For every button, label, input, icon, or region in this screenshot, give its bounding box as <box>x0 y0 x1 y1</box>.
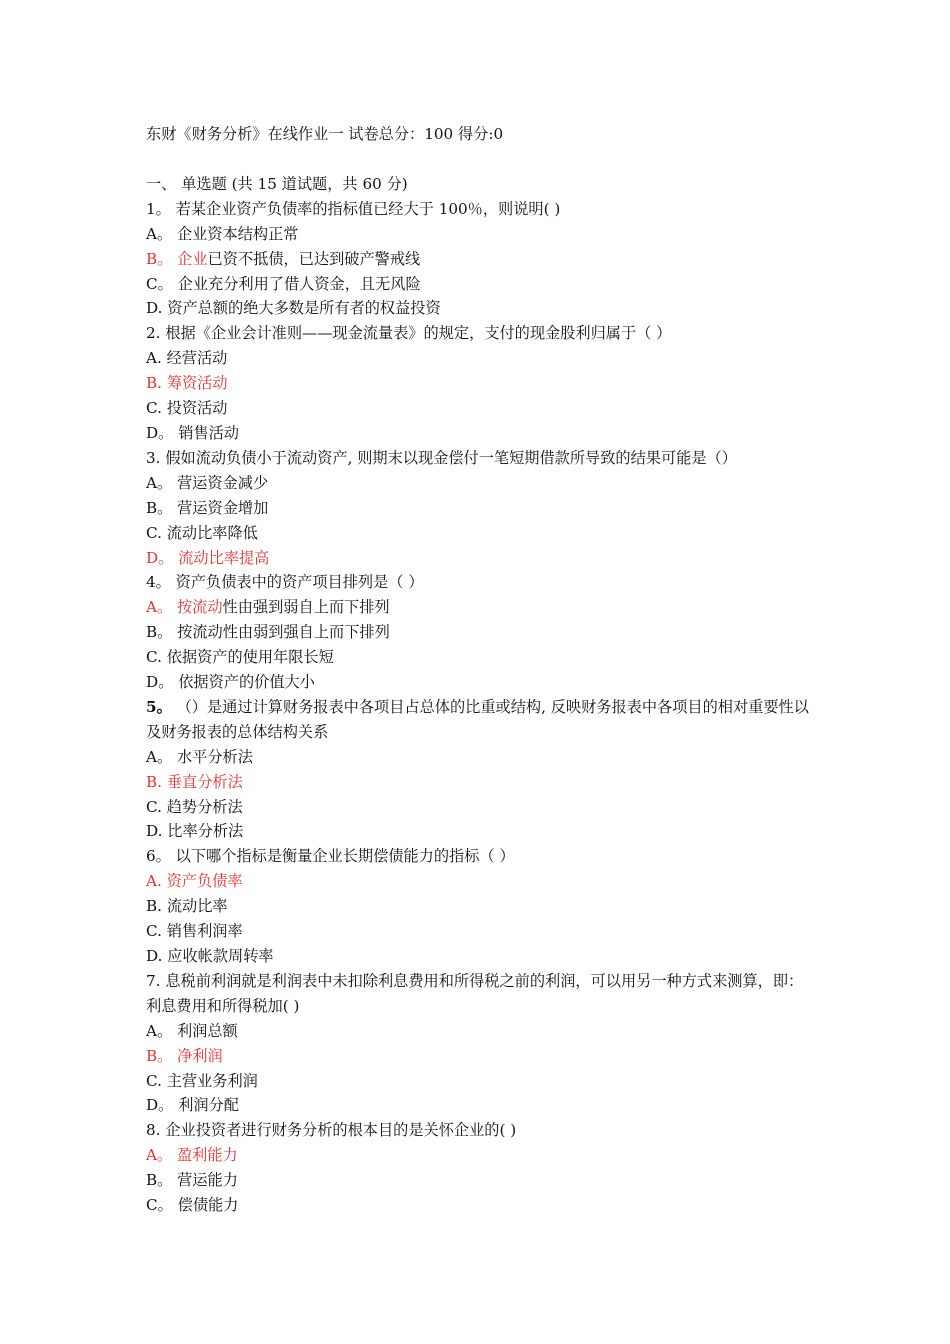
question-stem: 4。 资产负债表中的资产项目排列是（ ） <box>146 573 424 592</box>
option-d: D。 销售活动 <box>146 423 239 442</box>
option-a: A。 企业资本结构正常 <box>146 224 299 243</box>
option-b-answer: B. 垂直分析法 <box>146 772 243 791</box>
option-a: A。 营运资金减少 <box>146 473 269 492</box>
question-stem: 7. 息税前利润就是利润表中未扣除利息费用和所得税之前的利润，可以用另一种方式来测算，即：利息费用和所得税加( ) <box>146 971 804 1015</box>
option-b-answer: B. 筹资活动 <box>146 374 228 393</box>
option-a-answer <box>146 595 816 620</box>
option-b: B。 营运能力 <box>146 1171 238 1190</box>
option-a-answer: A。 盈利能力 <box>146 1146 238 1165</box>
question-stem: 6。 以下哪个指标是衡量企业长期偿债能力的指标（ ） <box>146 847 515 866</box>
option-b-answer <box>146 247 816 272</box>
option-text: 已资不抵债，已达到破产警戒线 <box>207 249 421 268</box>
option-text: 性由强到弱自上而下排列 <box>222 598 390 617</box>
option-d: D。 利润分配 <box>146 1096 239 1115</box>
option-a-answer: A. 资产负债率 <box>146 872 243 891</box>
section-heading: 一、 单选题 (共 15 道试题，共 60 分) <box>146 174 408 193</box>
question-stem: 8. 企业投资者进行财务分析的根本目的是关怀企业的( ) <box>146 1121 517 1140</box>
option-a: A。 利润总额 <box>146 1021 238 1040</box>
question-text: （）是通过计算财务报表中各项目占总体的比重或结构, 反映财务报表中各项目的相对重要性以及财务报表的总体结构关系 <box>146 697 809 741</box>
option-c: C. 投资活动 <box>146 399 228 418</box>
option-c: C. 主营业务利润 <box>146 1071 258 1090</box>
option-c: C. 趋势分析法 <box>146 797 243 816</box>
option-b-answer: B。 净利润 <box>146 1046 223 1065</box>
option-d: D. 应收帐款周转率 <box>146 947 274 965</box>
answer-highlight: A。 按流动 <box>146 598 223 617</box>
question-stem: 1。 若某企业资产负债率的指标值已经大于 100％，则说明( ) <box>146 199 561 218</box>
option-d: D. 资产总额的绝大多数是所有者的权益投资 <box>146 299 441 318</box>
option-c: C. 依据资产的使用年限长短 <box>146 648 334 667</box>
option-d-answer: D。 流动比率提高 <box>146 548 270 567</box>
question-stem <box>146 695 816 745</box>
question-number: 5。 <box>146 697 172 716</box>
option-a: A。 水平分析法 <box>146 747 253 766</box>
option-c: C。 偿债能力 <box>146 1196 239 1215</box>
option-d: D。 依据资产的价值大小 <box>146 673 315 692</box>
document-page <box>146 122 816 1218</box>
option-b: B. 流动比率 <box>146 897 228 916</box>
question-stem: 3. 假如流动负债小于流动资产, 则期末以现金偿付一笔短期借款所导致的结果可能是（） <box>146 448 737 467</box>
document-title: 东财《财务分析》在线作业一 试卷总分：100 得分:0 <box>146 125 504 143</box>
option-c: C。 企业充分利用了借人资金，且无风险 <box>146 274 421 293</box>
option-c: C. 流动比率降低 <box>146 523 258 542</box>
option-b: B。 营运资金增加 <box>146 498 269 517</box>
option-c: C. 销售利润率 <box>146 922 243 941</box>
question-stem: 2. 根据《企业会计准则——现金流量表》的规定，支付的现金股利归属于（ ） <box>146 324 672 343</box>
option-a: A. 经营活动 <box>146 349 228 368</box>
option-d: D. 比率分析法 <box>146 822 244 841</box>
answer-highlight: B。 企业 <box>146 249 208 268</box>
option-b: B。 按流动性由弱到强自上而下排列 <box>146 623 390 642</box>
